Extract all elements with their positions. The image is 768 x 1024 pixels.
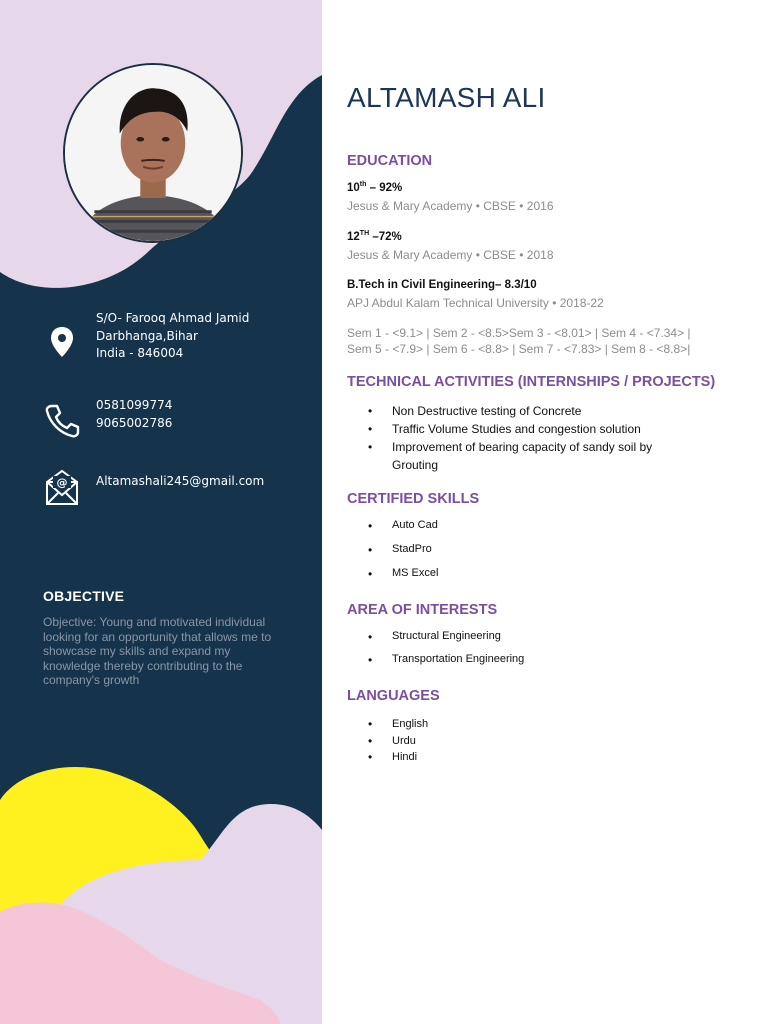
languages-title: LANGUAGES [347, 688, 440, 704]
skills-title: CERTIFIED SKILLS [347, 491, 480, 507]
main-content [322, 0, 768, 1024]
semester-grades [347, 326, 747, 357]
sidebar [0, 0, 322, 1024]
languages-list [347, 716, 428, 766]
interests-list [347, 630, 524, 675]
list-item: • English [347, 716, 428, 733]
education-entry-2-heading [347, 230, 402, 243]
list-item: • Improvement of bearing capacity of sandy soil by Grouting [347, 438, 677, 474]
address-line-1: S/O- Farooq Ahmad Jamid [96, 311, 250, 325]
list-item: • Urdu [347, 733, 428, 750]
objective-title: OBJECTIVE [43, 588, 125, 604]
svg-text:@: @ [56, 476, 68, 489]
education-entry-1-detail: Jesus & Mary Academy • CBSE • 2016 [347, 199, 554, 213]
technical-title: TECHNICAL ACTIVITIES (INTERNSHIPS / PROJECTS) [347, 374, 716, 390]
education-entry-1-score: – 92% [366, 181, 403, 194]
list-item: • Auto Cad [347, 519, 438, 531]
objective-text: Objective: Young and motivated individual looking for an opportunity that allows me to showcase my skills and expand my knowledge thereby contributing to the company's growth [43, 615, 272, 688]
semester-grades-line-2: Sem 5 - <7.9> | Sem 6 - <8.8> | Sem 7 - <7.83> | Sem 8 - <8.8>| [347, 341, 691, 356]
education-entry-3-heading: B.Tech in Civil Engineering– 8.3/10 [347, 279, 537, 291]
email-text[interactable]: Altamashali245@gmail.com [96, 474, 265, 488]
education-title: EDUCATION [347, 153, 433, 169]
education-entry-1-heading [347, 181, 402, 194]
address-text [96, 310, 249, 363]
semester-grades-line-1: Sem 1 - <9.1> | Sem 2 - <8.5>Sem 3 - <8.01> | Sem 4 - <7.34> | [347, 326, 691, 340]
profile-photo-illustration [65, 65, 241, 241]
address-line-2: Darbhanga,Bihar [96, 328, 198, 343]
education-entry-3-detail: APJ Abdul Kalam Technical University • 2018-22 [347, 296, 604, 310]
education-entry-1-sup: th [359, 181, 367, 188]
skills-list [347, 519, 438, 589]
interests-title: AREA OF INTERESTS [347, 602, 498, 618]
education-entry-2-sup: TH [359, 230, 370, 237]
education-entry-2-grade: 12 [347, 230, 360, 243]
phone-1[interactable]: 0581099774 [96, 398, 173, 412]
list-item: • Transportation Engineering [347, 653, 524, 665]
avatar [63, 63, 243, 243]
page-title: ALTAMASH ALI [347, 82, 546, 113]
phone-2[interactable]: 9065002786 [96, 415, 173, 430]
list-item: • Traffic Volume Studies and congestion solution [347, 420, 677, 438]
list-item: • Structural Engineering [347, 630, 524, 642]
list-item: • MS Excel [347, 567, 438, 579]
address-line-3: India - 846004 [96, 346, 184, 360]
education-entry-2-detail: Jesus & Mary Academy • CBSE • 2018 [347, 248, 554, 262]
education-entry-2-score: –72% [369, 230, 402, 243]
location-pin-icon [50, 326, 74, 358]
technical-list [347, 402, 677, 474]
education-entry-1-grade: 10 [347, 181, 360, 194]
list-item: • Hindi [347, 749, 428, 766]
list-item: • StadPro [347, 543, 438, 555]
phone-text [96, 397, 172, 432]
email-icon [45, 468, 79, 506]
phone-icon [44, 403, 80, 439]
list-item: • Non Destructive testing of Concrete [347, 402, 677, 420]
